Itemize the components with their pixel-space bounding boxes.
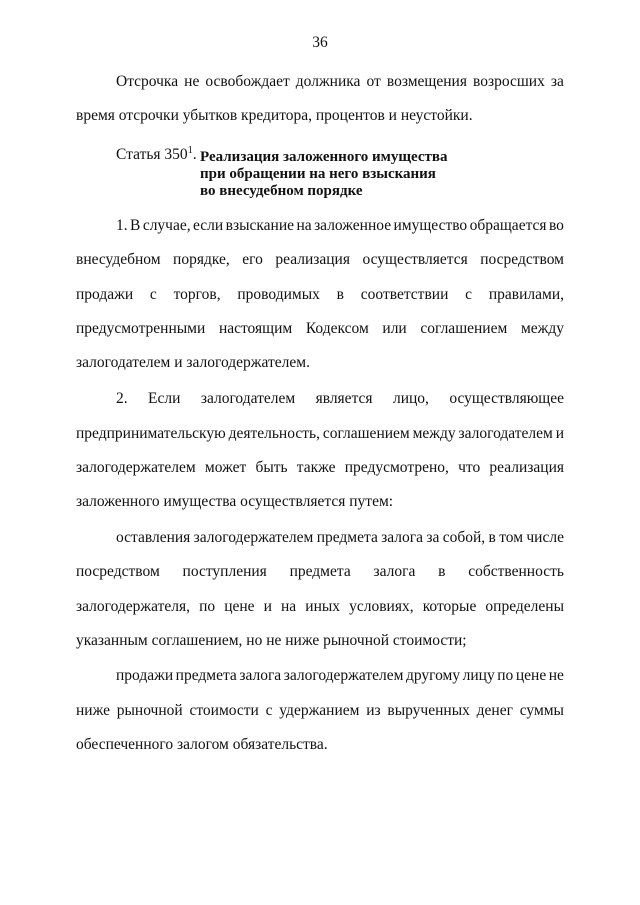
word: также	[296, 459, 336, 476]
word: которые	[422, 598, 477, 615]
word: его	[242, 251, 263, 268]
word: Отсрочка	[116, 73, 179, 90]
word: торгов,	[173, 286, 221, 303]
paragraph-intro-line-2: время отсрочки убытков кредитора, процентов и неустойки.	[76, 107, 473, 124]
article-title-line-2: при обращении на него взыскания	[200, 166, 436, 182]
word: продажи	[116, 667, 174, 684]
word: залогодержателем	[76, 459, 196, 476]
word: другому	[405, 667, 461, 684]
word: залогодателем	[200, 390, 296, 407]
word: собой,	[442, 529, 486, 546]
word: продажи	[76, 286, 134, 303]
paragraph-2-line-3	[76, 458, 564, 478]
word: на	[296, 217, 312, 234]
word: залогодержателем	[193, 529, 314, 546]
word: В	[130, 217, 141, 234]
word: посредством	[480, 251, 564, 268]
word: 1.	[116, 217, 128, 234]
word: освобождает	[205, 73, 290, 90]
word: залогодержателем	[283, 667, 404, 684]
paragraph-1-line-5: залогодателем и залогодержателем.	[76, 354, 310, 371]
word: имущество	[393, 217, 468, 234]
word: или	[382, 320, 407, 337]
word: реализация	[489, 459, 564, 476]
word: удержанием	[279, 702, 360, 719]
word: иных	[305, 598, 341, 615]
word: от	[366, 73, 381, 90]
word: между	[412, 425, 456, 442]
word: случае,	[142, 217, 191, 234]
word: вырученных	[387, 702, 470, 719]
word: стоимости	[189, 702, 259, 719]
word: залога	[381, 529, 424, 546]
word: в	[336, 286, 344, 303]
word: ниже	[76, 702, 110, 719]
word: собственность	[468, 563, 564, 580]
article-label-superscript: 1	[187, 144, 193, 156]
paragraph-intro-line-1	[116, 72, 564, 92]
word: по	[199, 598, 216, 615]
article-label-prefix: Статья 350	[116, 146, 188, 163]
word: в	[488, 529, 496, 546]
word: из	[366, 702, 381, 719]
paragraph-3-line-2	[76, 562, 564, 582]
word: возросших	[473, 73, 545, 90]
word: быть	[255, 459, 288, 476]
word: залога	[239, 667, 282, 684]
word: с	[265, 702, 273, 719]
word: предмета	[289, 563, 351, 580]
word: взыскание	[225, 217, 295, 234]
word: определены	[485, 598, 564, 615]
paragraph-2-line-4: заложенного имущества осуществляется путем:	[76, 493, 394, 510]
word: и	[555, 425, 564, 442]
word: в	[438, 563, 446, 580]
word: возмещения	[386, 73, 467, 90]
word: реализация	[275, 251, 350, 268]
word: 2.	[116, 390, 128, 407]
word: предпринимательскую	[76, 425, 226, 442]
word: и	[263, 598, 272, 615]
word: по	[497, 667, 514, 684]
word: суммы	[519, 702, 564, 719]
word: предмета	[316, 529, 378, 546]
word: предусмотрено,	[344, 459, 449, 476]
word: залога	[373, 563, 416, 580]
word: оставления	[116, 529, 191, 546]
word: является	[315, 390, 373, 407]
paragraph-1-line-1	[116, 216, 564, 236]
article-title	[200, 149, 448, 200]
paragraph-3-line-1	[116, 528, 564, 548]
word: залогодержателя,	[76, 598, 190, 615]
word: осуществляется	[362, 251, 468, 268]
paragraph-1-line-2	[76, 250, 564, 270]
word: лицу	[462, 667, 495, 684]
word: за	[550, 73, 564, 90]
word: деятельность,	[228, 425, 320, 442]
paragraph-3-line-3	[76, 597, 564, 617]
word: не	[184, 73, 200, 90]
paragraph-3-line-4: указанным соглашением, но не ниже рыночной стоимости;	[76, 632, 467, 649]
word: осуществляющее	[449, 390, 564, 407]
word: настоящим	[218, 320, 293, 337]
article-label	[116, 146, 197, 163]
word: лицо,	[392, 390, 429, 407]
word: на	[281, 598, 297, 615]
page-number: 36	[312, 34, 328, 51]
word: цене	[515, 667, 547, 684]
word: Кодексом	[305, 320, 369, 337]
word: соглашением	[420, 320, 508, 337]
word: числе	[526, 529, 564, 546]
word: заложенное	[314, 217, 392, 234]
word: внесудебном	[76, 251, 161, 268]
article-title-line-3: во внесудебном порядке	[200, 183, 363, 199]
word: соответствии	[360, 286, 449, 303]
word: с	[465, 286, 473, 303]
word: залогодателем	[458, 425, 553, 442]
paragraph-2-line-1	[116, 389, 564, 409]
word: должника	[295, 73, 361, 90]
paragraph-4-line-2	[76, 701, 564, 721]
article-title-line-1: Реализация заложенного имущества	[200, 149, 448, 165]
word: поступления	[182, 563, 267, 580]
word: с	[149, 286, 157, 303]
word: денег	[476, 702, 513, 719]
paragraph-1-line-3	[76, 285, 564, 305]
paragraph-2-line-2	[76, 424, 564, 444]
word: соглашением	[322, 425, 410, 442]
word: предусмотренными	[76, 320, 206, 337]
word: рыночной	[116, 702, 183, 719]
word: предмета	[175, 667, 237, 684]
word: порядке,	[173, 251, 230, 268]
word: во	[548, 217, 564, 234]
word: правилами,	[488, 286, 564, 303]
word: Если	[148, 390, 181, 407]
paragraph-4-line-1	[116, 666, 564, 686]
word: цене	[224, 598, 255, 615]
word: проводимых	[237, 286, 320, 303]
word: может	[204, 459, 247, 476]
word: посредством	[76, 563, 160, 580]
article-label-suffix: .	[192, 146, 197, 163]
word: что	[458, 459, 481, 476]
paragraph-1-line-4	[76, 319, 564, 339]
word: том	[499, 529, 524, 546]
word: за	[426, 529, 440, 546]
word: между	[520, 320, 564, 337]
word: обращается	[469, 217, 547, 234]
paragraph-4-line-3: обеспеченного залогом обязательства.	[76, 736, 328, 753]
word: если	[193, 217, 224, 234]
word: условиях,	[349, 598, 414, 615]
word: не	[548, 667, 564, 684]
